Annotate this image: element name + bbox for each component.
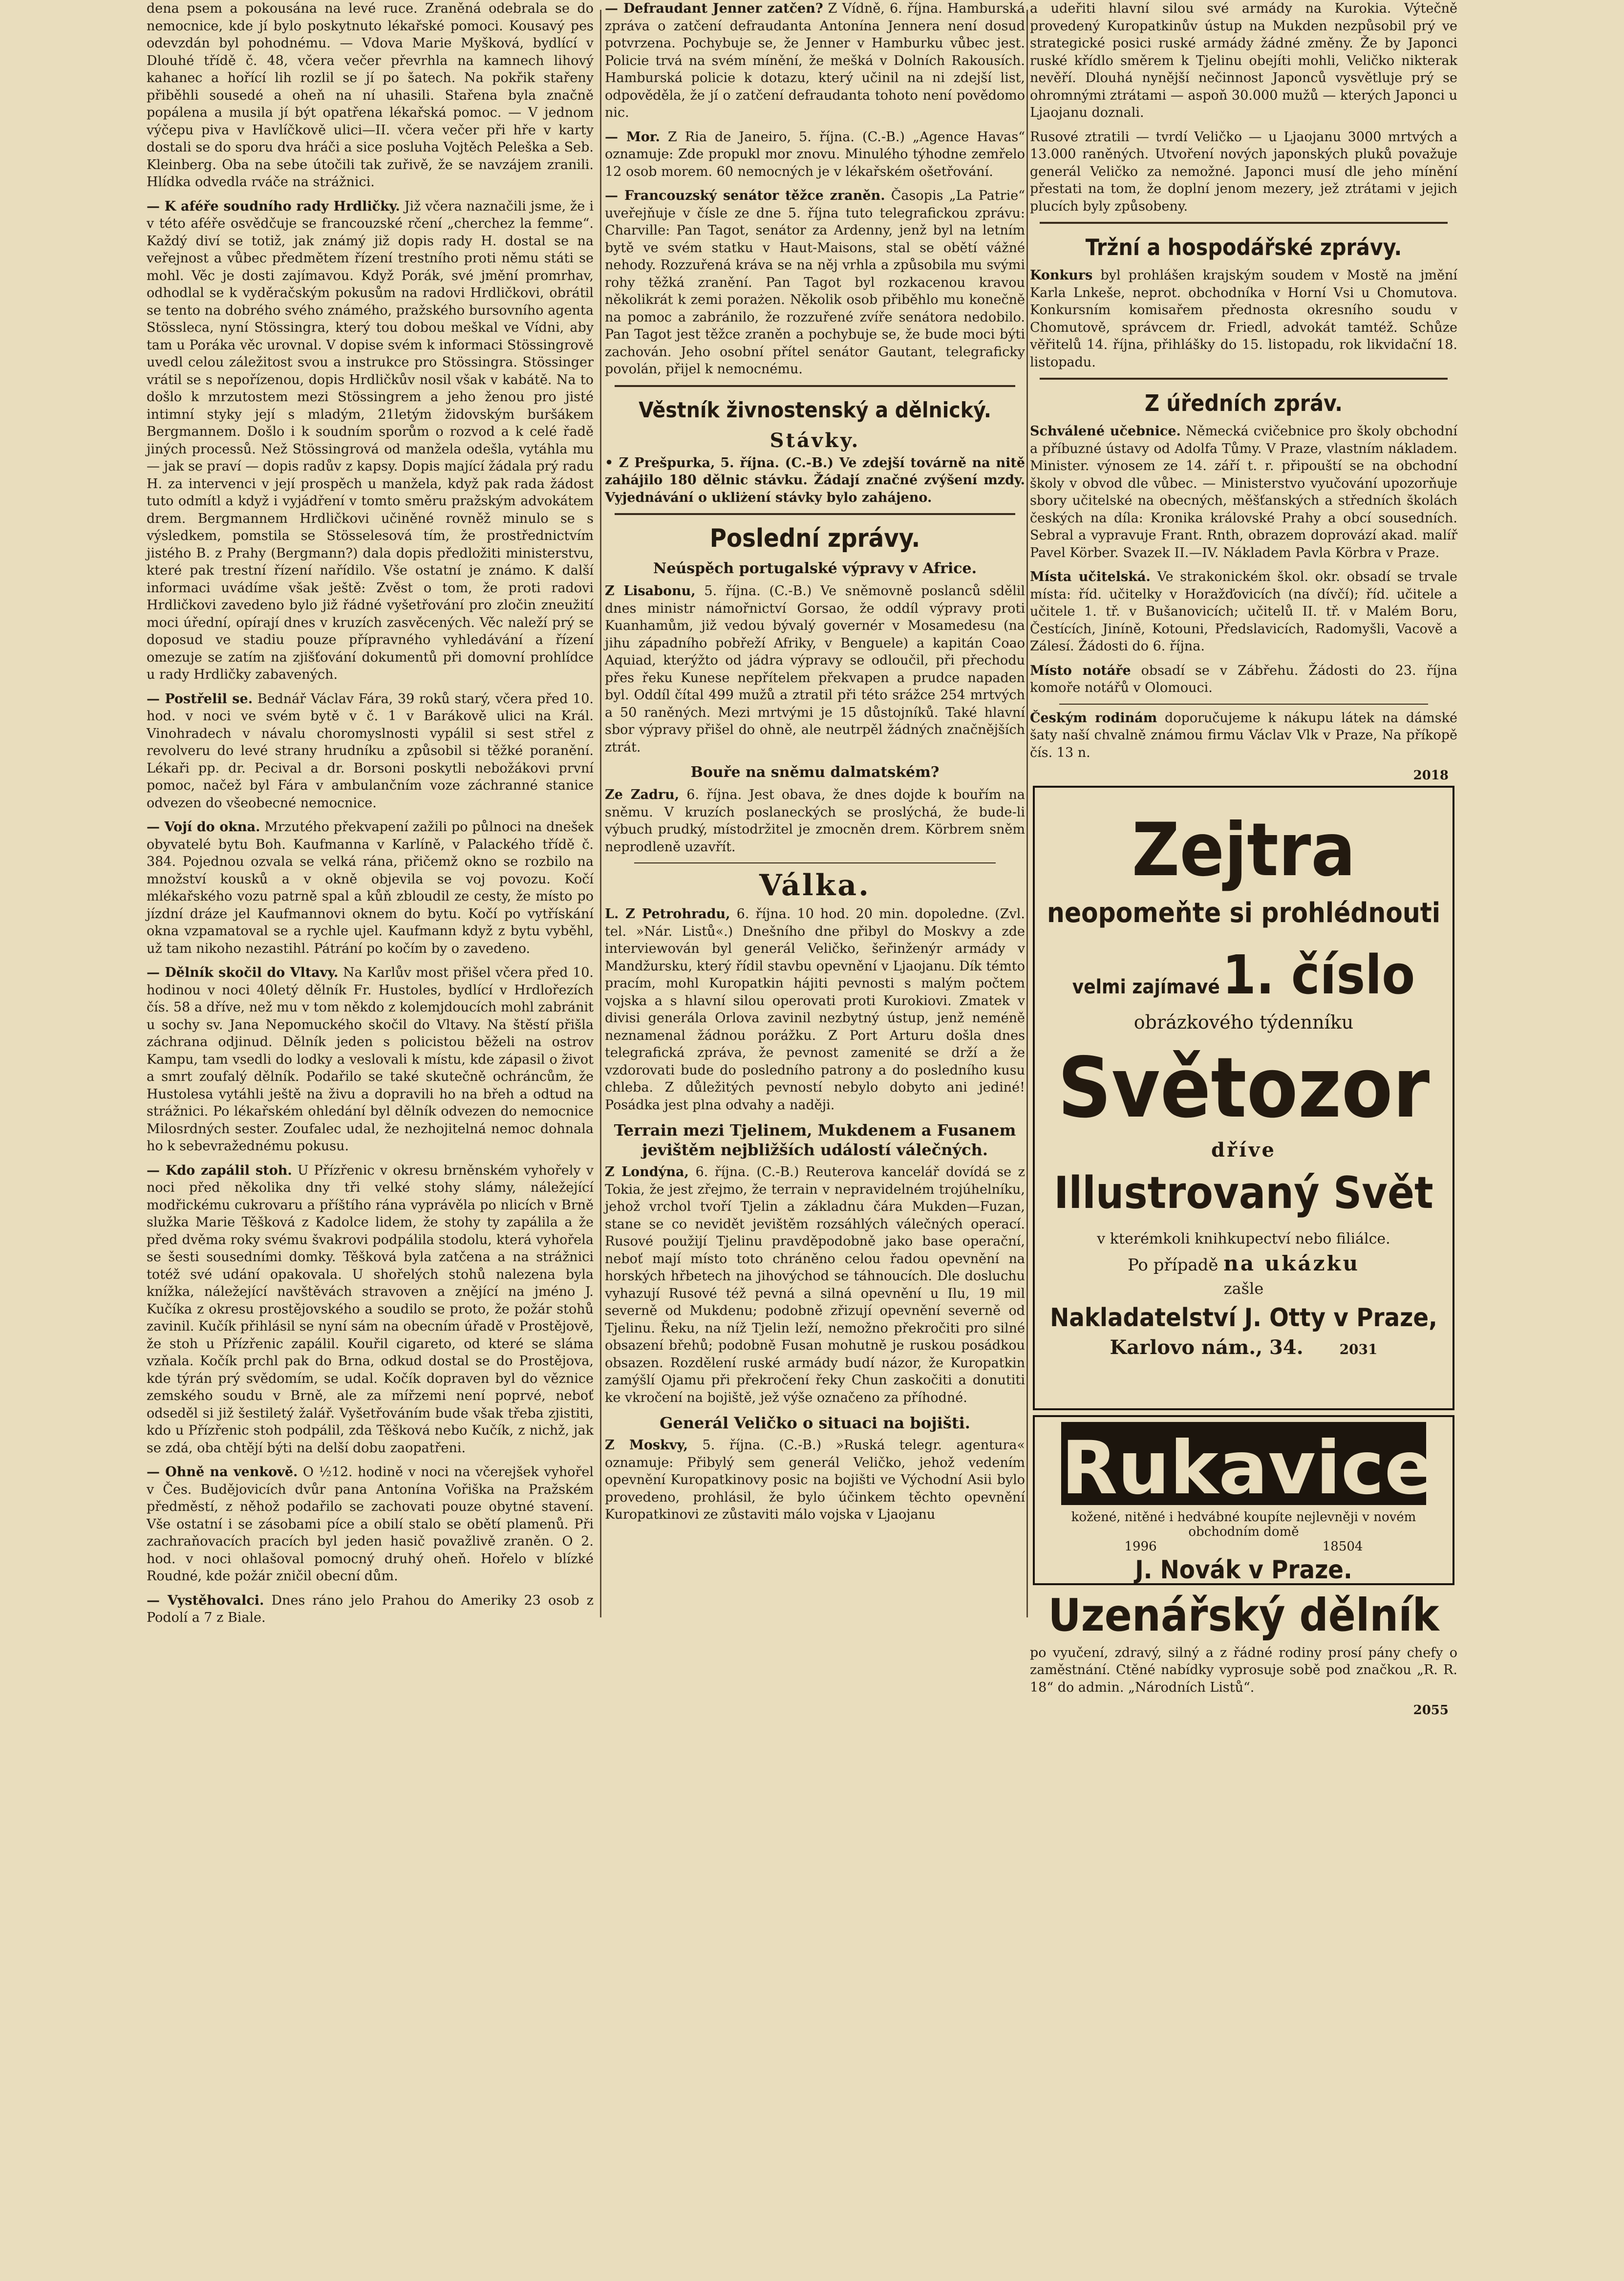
section-rule	[634, 862, 996, 863]
advert-rukavice-title: Rukavice	[1061, 1422, 1426, 1505]
column-1	[147, 0, 594, 1634]
advert-line: neopomeňte si prohlédnouti	[1047, 897, 1441, 929]
advert-rukavice-firm: J. Novák v Praze.	[1135, 1555, 1352, 1585]
article-paragraph: — K aféře soudního rady Hrdličky. Již včera naznačili jsme, že i v této aféře osvědčuje se francouzské rčení „cherchez la femme“. Každý diví se totiž, jak známý již dopis rady H. dostal se na veřejnost a vůbec předmětem řízení trestního proti němu státi se mohl. Věc je dosti zajímavou. Když Porák, své jmění promrhav, odhodlal se k vyděračským pokusům na radovi Hrdličkovi, obrátil se tento na dobrého svého známého, pražského bursovního agenta Stössleса, nyní Stössingra, který tou dobou meškal ve Vídni, aby tam u Poráka věc urovnal. V dopise svém k informaci Stössingrově uvedl celou záležitost svou a instrukce pro Stössingra. Stössinger vrátil se s nepořízenou, dopis Hrdličkův nosil však v kabátě. Na to došlo k mrzutostem mezi Stössingrem a jeho ženou pro jisté intimní styky její s mladým, 21letým židovským buršákem Bergmannem. Došlo i k soudním sporům o rozvod a k celé řadě jiných processů. Než Stössingrová od manžela odešla, vytáhla mu — jak se praví — dopis radův z kapsy. Dopis mající žádala prý radu H. za intervenci v její prospěch u manžela, když pak rada žádost tuto odmítl a když i vyjádření v tomto směru pražským advokátem drem. Bergmannem Hrdličkovi učiněné rovněž minulo se s výsledkem, pomstila se Stösselesová tím, že prostřednictvím jistého B. z Prahy (Bergmann?) dala dopis předložiti ministerstvu, které pak trestní řízení nařídilo. Vše ostatní je známo. K další informaci uvádíme však ještě: Zvěst o tom, že proti radovi Hrdličkovi zavedeno bylo již řádné vyšetřování pro zločin zneužití moci úřední, opírají dnes v kruzích zasvěcených. Věc naleží prý se doposud ve stadiu pouze přípravného vyhledávání a řízení omezuje se zatím na zjišťování dokumentů při domovní prohlídce u rady Hrdličky zabavených.	[147, 198, 594, 682]
article-paragraph: L. Z Petrohradu, 6. října. 10 hod. 20 min. dopoledne. (Zvl. tel. »Nár. Listů«.) Dnešního dne přibyl do Moskvy a zde interviewován byl generál Veličko, šeřinženýr armády v Mandžursku, který řídil stavbu opevnění v Ljaojanu. Dík témto pracím, mohl Kuropatkin hájiti pevnosti s malým počtem vojska a s hlavní silou operovati proti Kurokiovi. Zmatek v divisi generála Orlova zavinil nezbytný ústup, jenž neméně neznamenal žádnou porážku. Z Port Arturu došla dnes telegrafická zpráva, že pevnost zamenité se drží a že vzdorovati bude do posledního patrony a do posledního kusu chleba. Z důležitých pevností nebylo dobyto ani jediné! Posádka jest plna odvahy a naději.	[605, 906, 1025, 1113]
advert-line: dříve	[1211, 1139, 1276, 1162]
article-paragraph: Ze Zadru, 6. října. Jest obava, že dnes dojde k bouřím na sněmu. V kruzích poslaneckých se proslýchá, že bude-li výbuch prudký, místodržitel je zmocněn drem. Körbrem sněm neprodleně uzavřít.	[605, 787, 1025, 855]
headline-terrain: Terrain mezi Tjelinem, Mukdenem a Fusanem jevištěm nejbližších událostí válečných.	[614, 1121, 1016, 1159]
section-rule	[615, 385, 1015, 387]
advert-uzenar-title: Uzenářský dělník	[1048, 1589, 1439, 1641]
advert-line: v kterémkoli knihkupectví nebo filiálce.	[1097, 1230, 1390, 1248]
section-title-urad: Z úředních zpráv.	[1144, 390, 1343, 416]
section-title-posledni: Poslední zprávy.	[709, 524, 920, 553]
advert-number: 2018	[1413, 768, 1449, 783]
advert-line: Po případě na ukázku	[1127, 1251, 1360, 1275]
article-paragraph: — Defraudant Jenner zatčen? Z Vídně, 6. října. Hamburská zpráva o zatčení defraudanta Antonína Jennera není dosud potvrzena. Pochybuje se, že Jenner v Hamburku vůbec jest. Policie trvá na svém mínění, že mešká v Dolních Rakousích. Hamburská policie k dotazu, který učinil na ni zdejší list, odpověděla, že jí o zatčení defraudanta tohoto není povědomo nic.	[605, 1, 1026, 120]
advert-publisher: Nakladatelství J. Otty v Praze,	[1050, 1303, 1437, 1333]
article-paragraph: Konkurs byl prohlášen krajským soudem v Mostě na jmění Karla Lnkeše, neprot. obchodníka v Horní Vsi u Chomutova. Konkursním komisařem přednosta okresního soudu v Chomutově, správcem dr. Friedl, advokát tamtéž. Schůze věřitelů 14. října, přihlášky do 15. listopadu, rok likvidační 18. listopadu.	[1030, 268, 1457, 370]
advert-rukavice	[1033, 1415, 1454, 1585]
article-paragraph: Schválené učebnice. Německá cvičebnice pro školy obchodní a příbuzné ústavy od Adolfa Tůmy. V Praze, vlastním nákladem. Minister. výnosem ze 14. září t. r. připouští se na obchodní školy v obvod dle vůbec. — Ministerstvo vyučování upozorňuje sbory učitelské na obecných, měšťanských a středních školách českých na díla: Kronika královské Prahy a obcí sousedních. Sebral a vypravuje Frant. Rnth, obrazem doprovází akad. malíř Pavel Körber. Svazek II.—IV. Nákladem Pavla Körbra v Praze.	[1030, 424, 1457, 560]
column-rule	[600, 10, 601, 1617]
column-rule	[1026, 10, 1028, 1617]
advert-svetozor-title: Světozor	[1057, 1039, 1430, 1137]
article-paragraph: Místo notáře obsadí se v Zábřehu. Žádosti do 23. října komoře notářů v Olomouci.	[1030, 663, 1457, 695]
headline-boure: Bouře na sněmu dalmatském?	[690, 764, 940, 781]
article-paragraph: — Postřelil se. Bednář Václav Fára, 39 roků starý, včera před 10. hod. v noci ve svém bytě v č. 1 v Barákově ulici na Král. Vinohradech v návalu choromyslnosti vypálil si sest střel z revolveru do levé strany hrudníku a způsobil si těžké poranění. Lékaři pp. dr. Pecival a dr. Borsoni poskytli nebožákovi první pomoc, načež byl Fára v ambulančním voze záchranné stanice odvezen do všeobecné nemocnice.	[147, 691, 594, 811]
article-paragraph: Rusové ztratili — tvrdí Veličko — u Ljaojanu 3000 mrtvých a 13.000 raněných. Utvoření nových japonských pluků považuje generál Veličko za nemožné. Japonci musí dle jeho mínění přestati na tom, že doplní jenom mezery, jež ztrátami v jejich plucích byly způsobeny.	[1030, 129, 1457, 214]
advert-line: Karlovo nám., 34. 2031	[1110, 1336, 1378, 1359]
article-paragraph: — Vojí do okna. Mrzutého překvapení zažili po půlnoci na dnešek obyvatelé bytu Boh. Kaufmanna v Karlíně, v Palackého třídě č. 384. Pojednou ozvala se velká rána, přičemž okno se rozbilo na množství kousků a v okně objevila se voj povozu. Kočí mlékařského vozu patrně spal a kůň zbloudil ze cesty, že místo po jízdní dráze jel Kaufmannovi oknem do bytu. Kočí po vytřískání okna vzpamatoval se a rychle ujel. Kaufmann když z bytu vyběhl, už tam nikoho nezastihl. Pátrání po kočím by o zavedeno.	[147, 819, 594, 956]
column-3	[1030, 0, 1457, 1718]
article-paragraph: dena psem a pokousána na levé ruce. Zraněná odebrala se do nemocnice, kde jí bylo poskytnuto lékařské pomoci. Kousavý pes odevzdán byl pohodnému. — Vdova Marie Myšková, bydlící v Dlouhé třídě č. 48, včera večer převrhla na kamnech lihový kahanec a hořící lih rozlil se jí po šatech. Na pokřik stařeny přiběhli sousedé a oheň na ní uhasili. Stařena byla značně popálena a musila jí být opatřena lékařská pomoc. — V jednom výčepu piva v Havlíčkově ulici—II. včera večer při hře v karty dostali se do sporu dva hráči a sice posluha Vojtěch Peleška a Seb. Kleinberg. Oba na sebe útočili tak zuřivě, že se navzájem zranili. Hlídka odvedla rváče na strážnici.	[147, 1, 594, 190]
advert-line: zašle	[1223, 1279, 1264, 1298]
article-paragraph: Místa učitelská. Ve strakonickém škol. okr. obsadí se trvale místa: říd. učitelky v Horažďovicích (na dívčí); říd. učitele a učitele 1. tř. v Bušanovicích; učitelů II. tř. v Malém Boru, Čestících, Jiníně, Kotouni, Předslavicích, Radomyšli, Vacově a Zálesí. Žádosti do 6. října.	[1030, 569, 1457, 654]
article-paragraph: — Ohně na venkově. O ½12. hodině v noci na včerejšek vyhořel v Čes. Budějovicích dvůr pana Antonína Vořiška na Pražském předměstí, z něhož podařilo se zachovati pouze obytné stavení. Vše ostatní i se zásobami píce a obilí stalo se obětí plamenů. Při zachraňovacích pracích byl jeden hasič považlivě zraněn. O 2. hod. v noci ohlašoval pomocný druhý oheň. Hořelo v blízké Roudné, kde požár zničil obecní dům.	[147, 1464, 594, 1584]
advert-ceskym-rodinam: Českým rodinám doporučujeme k nákupu látek na dámské šaty naší chvalně známou firmu Václav Vlk v Praze, Na příkopě čís. 13 n.	[1030, 710, 1457, 760]
section-rule	[615, 513, 1015, 515]
article-paragraph: a udeřiti hlavní silou své armády na Kurokia. Výtečně provedený Kuropatkinův ústup na Mukden nezpůsobil prý ve strategické posici ruské armády žádné změny. Že by Japonci ruské křídlo směrem k Tjelinu obejíti mohli, Veličko nikterak nevěří. Dlouhá nynější nečinnost Japonců vysvětluje prý se ohromnými ztrátami — aspoň 30.000 mužů — kterých Japonci u Ljaojanu doznali.	[1030, 1, 1457, 120]
headline-neuspech: Neúspěch portugalské výpravy v Africe.	[653, 560, 977, 577]
advert-svetozor	[1033, 786, 1454, 1410]
section-title-vestnik: Věstník živnostenský a dělnický.	[639, 397, 991, 423]
advert-line: kožené, nitěné i hedvábné koupíte nejlevněji v novém obchodním domě	[1071, 1510, 1416, 1539]
subsection-title-stavky: Stávky.	[769, 429, 860, 452]
advert-zejtra: Zejtra	[1132, 808, 1356, 893]
article-paragraph: Z Lisabonu, 5. října. (C.-B.) Ve sněmovně poslanců sdělil dnes ministr námořnictví Gorsao, že oddíl výpravy proti Kuanhamům, již vedou bývalý governér v Mosamedesu (na jihu západního pobřeží Afriky, v Benguele) a kapitán Coao Aquiad, kterýžto od jádra výpravy se odloučil, při přechodu přes řeku Kunese nepřítelem překvapen a prudce napaden byl. Oddíl čítal 499 mužů a ztratil při této srážce 254 mrtvých a 50 raněných. Mezi mrtvými je 15 důstojníků. Také hlavní sbor výpravy přišel do ohně, ale neutrpěl žádných značnějších ztrát.	[605, 583, 1025, 755]
article-paragraph: • Z Prešpurka, 5. října. (C.-B.) Ve zdejší továrně na nitě zahájilo 180 dělnic stávku. Žádají značné zvýšení mzdy. Vyjednávání o ukliżení stávky bylo zahájeno.	[605, 455, 1025, 505]
article-paragraph: — Vystěhovalci. Dnes ráno jelo Prahou do Ameriky 23 osob z Podolí a 7 z Biale.	[147, 1592, 594, 1625]
advert-number: 2055	[1413, 1703, 1449, 1718]
advert-line: 1996 18504	[1124, 1539, 1363, 1554]
article-paragraph: Z Londýna, 6. října. (C.-B.) Reuterova kancelář dovídá se z Tokia, že jest zřejmo, že terrain v nepravidelném trojúhelníku, jehož vrchol tvoří Tjelin a základnu čára Mukden—Fuzan, stane se co nevidět jevištěm rozsáhlých válečných operací. Rusové použijí Tjelinu pravděpodobně jako base operační, neboť mají místo toto chráněno celou řadou opevnění na horských hřbetech na jihovýchod se táhnoucích. Dle dosluchu vyhazují Rusové též pevná a silná opevnění u Ilu, 19 mil severně od Mukdenu; podobně zřizují opevnění severně od Tjelinu. Řeku, na níž Tjelin leží, nemožno překročiti pro silné obsazení břehů; podobně Fusan mohutně je ruskou posádkou obsazen. Rozdělení ruské armády budí názor, že Kuropatkin zamýšlí Ojamu při překročení řeky Chun zaskočiti a donutiti ke vkročení na bojiště, jež výše označeno za příhodné.	[605, 1164, 1025, 1405]
article-paragraph: Z Moskvy, 5. října. (C.-B.) »Ruská telegr. agentura« oznamuje: Přibylý sem generál Veličko, jehož vedením opevnění Kuropatkinovy posic na bojišti ve Východní Asii bylo provedeno, prohlásil, že bylo účinkem těchto opevnění Kuropatkinovi ze zůstaviti málo vojska v Ljaojanu	[605, 1438, 1025, 1522]
article-paragraph: — Kdo zapálil stoh. U Přízřenic v okresu brněnském vyhořely v noci před několika dny tři velké stohy slámy, náležející modřickému cukrovaru a příštího rána vyprávěla po nlicích v Brně služka Marie Těšková z Kadolce lidem, že stohy ty zapálila a že před dvěma roky svému švakrovi podpálila stodolu, která vyhořela se šesti sousedními domky. Těšková byla zatčena a na strážnici totéž své udání opakovala. U shořelých stohů nalezena byla knížka, náležející navštěvách stravoven a znějící na jméno J. Kučíka z okresu prostějovského a soudilo se proto, že požár stohů zavinil. Kučík přihlásil se nyní sám na obecním úřadě v Prostějově, že stoh u Přízřenic zapálil. Kouřil cigareto, od které se sláma vzňala. Kočík prchl pak do Brna, odkud dostal se do Prostějova, kde týrán prý svědomím, se udal. Kočík dopraven byl do věznice zemského soudu v Brně, ale za mířzemi není poprvé, neboť odseděl si již šestiletý žalář. Vyšetřováním bude však třeba zjistiti, kdo u Přízřenic stoh podpálil, zda Těšková nebo Kučík, z nichž, jak se zdá, oba chtějí býti na delší dobu zaopatřeni.	[147, 1162, 594, 1456]
article-paragraph: — Mor. Z Ria de Janeiro, 5. října. (C.-B.) „Agence Havas“ oznamuje: Zde propukl mor znovu. Minulého týhodne zemřelo 12 osob morem. 60 nemocných je v lékařském ošetřování.	[605, 129, 1025, 179]
article-paragraph: — Francouzský senátor těžce zraněn. Časopis „La Patrie“ uveřejňuje v čísle ze dne 5. října tuto telegrafickou zprávu: Charville: Pan Tagot, senátor za Ardenny, jenž byl na letním bytě ve svém statku v Haut-Maisons, stal se obětí vážné nehody. Rozzuřená kráva se na něj vrhla a způsobila mu svými rohy těžká zranění. Pan Tagot byl rozkacenou kravou několikrát k zemi porażen. Několik osob přiběhlo mu konečně na pomoc a zabránilo, že rozzuřené zvíře senátora nedobilo. Pan Tagot jest těžce zraněn a pochybuje se, že bude moci býti zachován. Jeho osobní přítel senátor Gautant, telegraficky povolán, přijel k nemocnému.	[605, 188, 1025, 377]
section-rule	[1040, 222, 1448, 224]
advert-line: velmi zajímavé 1. číslo	[1072, 944, 1415, 1007]
section-rule	[1040, 378, 1448, 380]
section-title-trzni: Tržní a hospodářské zprávy.	[1085, 234, 1402, 260]
article-paragraph: — Dělník skočil do Vltavy. Na Karlův most přišel včera před 10. hodinou v noci 40letý dělník Fr. Hustoles, bydlící v Hrdlořezích čís. 58 a dříve, než mu v tom někdo z kolemjdoucích mohl zabránit u sochy sv. Jana Nepomuckého skočil do Vltavy. Na štěstí přišla záchrana odjinud. Dělník jeden s policistou běželi na ostrov Kampu, tam vsedli do lodky a veslovali k místu, kde zápasil o život a smrt zoufalý dělník. Podařilo se také skutečně ochráncům, že Hustolesa vytáhli ještě na živu a dopravili ho na břeh a odtud na strážnici. Po lékařském ohledání byl dělník odvezen do nemocnice Milosrdných sester. Zoufalec udal, že nezhojitelná nemoc dohnala ho k sebevražednému pokusu.	[147, 965, 594, 1154]
advert-line: obrázkového týdenníku	[1133, 1011, 1354, 1033]
headline-velicko: Generál Veličko o situaci na bojišti.	[660, 1414, 970, 1432]
advert-uzenar-text: po vyučení, zdravý, silný a z řádné rodiny prosí pány chefy o zaměstnání. Ctěné nabídky vyprosuje sobě pod značkou „R. R. 18“ do admin. „Národních Listů“.	[1030, 1645, 1457, 1695]
advert-ilustr-title: Illustrovaný Svět	[1054, 1167, 1433, 1219]
column-2	[605, 0, 1025, 1530]
section-title-valka: Válka.	[759, 868, 871, 903]
section-rule	[1059, 704, 1428, 705]
